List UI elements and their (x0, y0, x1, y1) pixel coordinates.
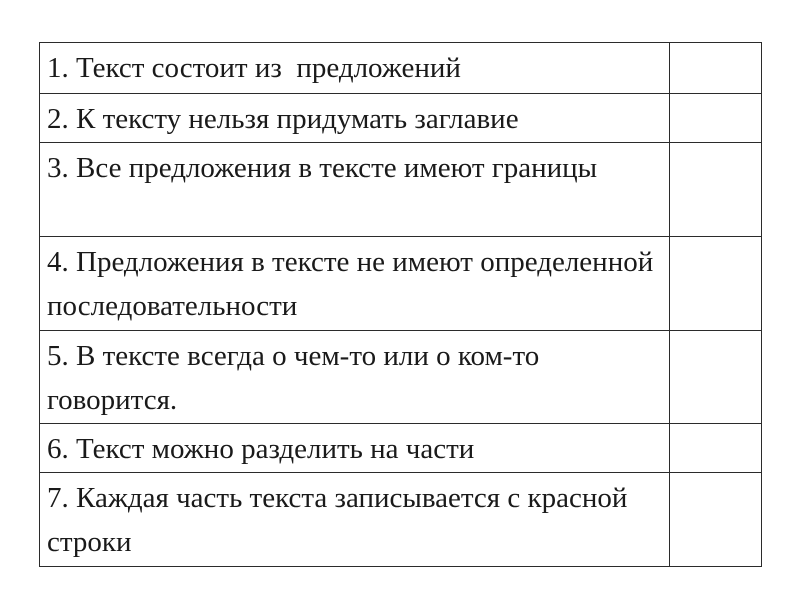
statement-cell: 6. Текст можно разделить на части (40, 424, 670, 473)
answer-cell[interactable] (670, 473, 762, 567)
statements-table (39, 42, 762, 567)
table-row (40, 43, 762, 94)
table-row (40, 331, 762, 424)
answer-cell[interactable] (670, 43, 762, 94)
statement-cell: 7. Каждая часть текста записывается с красной строки (40, 473, 670, 567)
table-row (40, 143, 762, 237)
answer-cell[interactable] (670, 237, 762, 331)
table-row (40, 237, 762, 331)
statement-cell: 3. Все предложения в тексте имеют границы (40, 143, 670, 237)
statement-cell: 2. К тексту нельзя придумать заглавие (40, 94, 670, 143)
answer-cell[interactable] (670, 424, 762, 473)
table-row (40, 94, 762, 143)
statement-cell: 1. Текст состоит из предложений (40, 43, 670, 94)
answer-cell[interactable] (670, 143, 762, 237)
table-row (40, 424, 762, 473)
statement-cell: 5. В тексте всегда о чем-то или о ком-то говорится. (40, 331, 670, 424)
answer-cell[interactable] (670, 94, 762, 143)
answer-cell[interactable] (670, 331, 762, 424)
statement-cell: 4. Предложения в тексте не имеют определенной последовательности (40, 237, 670, 331)
table-row (40, 473, 762, 567)
